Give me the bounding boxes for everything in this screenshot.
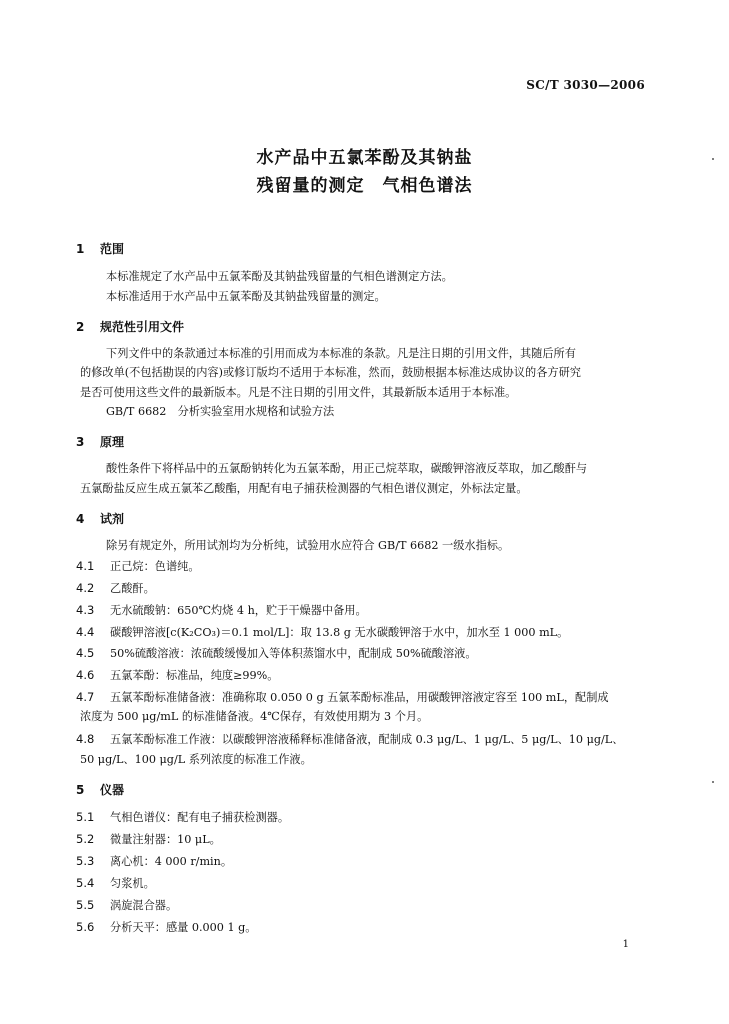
section-number: 5 <box>76 783 85 797</box>
section-title: 范围 <box>100 242 125 256</box>
list-item: 4.3 无水硫酸钠：650℃灼烧 4 h，贮于干燥器中备用。 <box>76 603 367 617</box>
list-item: 4.7 五氯苯酚标准储备液：准确称取 0.050 0 g 五氯苯酚标准品，用碳酸钾溶液定容至 100 mL，配制成 <box>76 690 609 704</box>
page-number: 1 <box>622 939 629 950</box>
section-4-intro: 除另有规定外，所用试剂均为分析纯，试验用水应符合 GB/T 6682 一级水指标。 <box>106 539 510 552</box>
list-item: 5.4 匀浆机。 <box>76 876 155 890</box>
section-4-heading <box>76 510 124 527</box>
scan-speck <box>712 781 714 783</box>
section-3-line-2: 五氯酚盐反应生成五氯苯乙酸酯，用配有电子捕获检测器的气相色谱仪测定，外标法定量。 <box>80 482 528 495</box>
section-1-paragraph-2: 本标准适用于水产品中五氯苯酚及其钠盐残留量的测定。 <box>106 290 386 303</box>
section-title: 原理 <box>100 435 125 449</box>
section-2-line-3: 是否可使用这些文件的最新版本。凡是不注日期的引用文件，其最新版本适用于本标准。 <box>80 386 517 399</box>
section-title: 规范性引用文件 <box>100 320 185 334</box>
list-item: 4.8 五氯苯酚标准工作液：以碳酸钾溶液稀释标准储备液，配制成 0.3 μg/L、1 μg/L、5 μg/L、10 μg/L、 <box>76 732 624 746</box>
list-item-continuation: 50 μg/L、100 μg/L 系列浓度的标准工作液。 <box>80 753 312 766</box>
standard-code: SC/T 3030—2006 <box>526 78 645 92</box>
list-item: 4.6 五氯苯酚：标准品，纯度≥99%。 <box>76 668 279 682</box>
list-item: 4.1 正己烷：色谱纯。 <box>76 559 200 573</box>
scan-speck <box>712 158 714 160</box>
list-item: 5.3 离心机：4 000 r/min。 <box>76 854 233 868</box>
section-number: 3 <box>76 435 85 449</box>
document-title-line2: 残留量的测定 气相色谱法 <box>256 176 473 196</box>
list-item: 5.6 分析天平：感量 0.000 1 g。 <box>76 920 257 934</box>
list-item: 4.4 碳酸钾溶液[c(K₂CO₃)＝0.1 mol/L]：取 13.8 g 无水碳酸钾溶于水中，加水至 1 000 mL。 <box>76 625 569 639</box>
list-item-continuation: 浓度为 500 μg/mL 的标准储备液。4℃保存，有效使用期为 3 个月。 <box>80 710 429 723</box>
list-item: 5.5 涡旋混合器。 <box>76 898 178 912</box>
section-3-line-1: 酸性条件下将样品中的五氯酚钠转化为五氯苯酚，用正己烷萃取，碳酸钾溶液反萃取，加乙酸酐与 <box>106 462 588 475</box>
section-2-heading <box>76 318 184 335</box>
section-5-heading <box>76 781 124 798</box>
section-3-heading <box>76 433 124 450</box>
section-title: 仪器 <box>100 783 125 797</box>
section-1-paragraph-1: 本标准规定了水产品中五氯苯酚及其钠盐残留量的气相色谱测定方法。 <box>106 270 453 283</box>
section-title: 试剂 <box>100 512 125 526</box>
list-item: 4.2 乙酸酐。 <box>76 581 155 595</box>
section-2-line-2: 的修改单(不包括勘误的内容)或修订版均不适用于本标准，然而，鼓励根据本标准达成协议的各方研究 <box>80 366 581 379</box>
list-item: 4.5 50%硫酸溶液：浓硫酸缓慢加入等体积蒸馏水中，配制成 50%硫酸溶液。 <box>76 646 477 660</box>
section-2-line-1: 下列文件中的条款通过本标准的引用而成为本标准的条款。凡是注日期的引用文件，其随后所有 <box>106 347 576 360</box>
normative-reference: GB/T 6682 分析实验室用水规格和试验方法 <box>106 405 335 418</box>
section-number: 4 <box>76 512 85 526</box>
section-number: 1 <box>76 242 85 256</box>
section-1-heading <box>76 240 124 257</box>
section-number: 2 <box>76 320 85 334</box>
document-title-line1: 水产品中五氯苯酚及其钠盐 <box>256 148 473 168</box>
list-item: 5.2 微量注射器：10 μL。 <box>76 832 221 846</box>
list-item: 5.1 气相色谱仪：配有电子捕获检测器。 <box>76 810 290 824</box>
